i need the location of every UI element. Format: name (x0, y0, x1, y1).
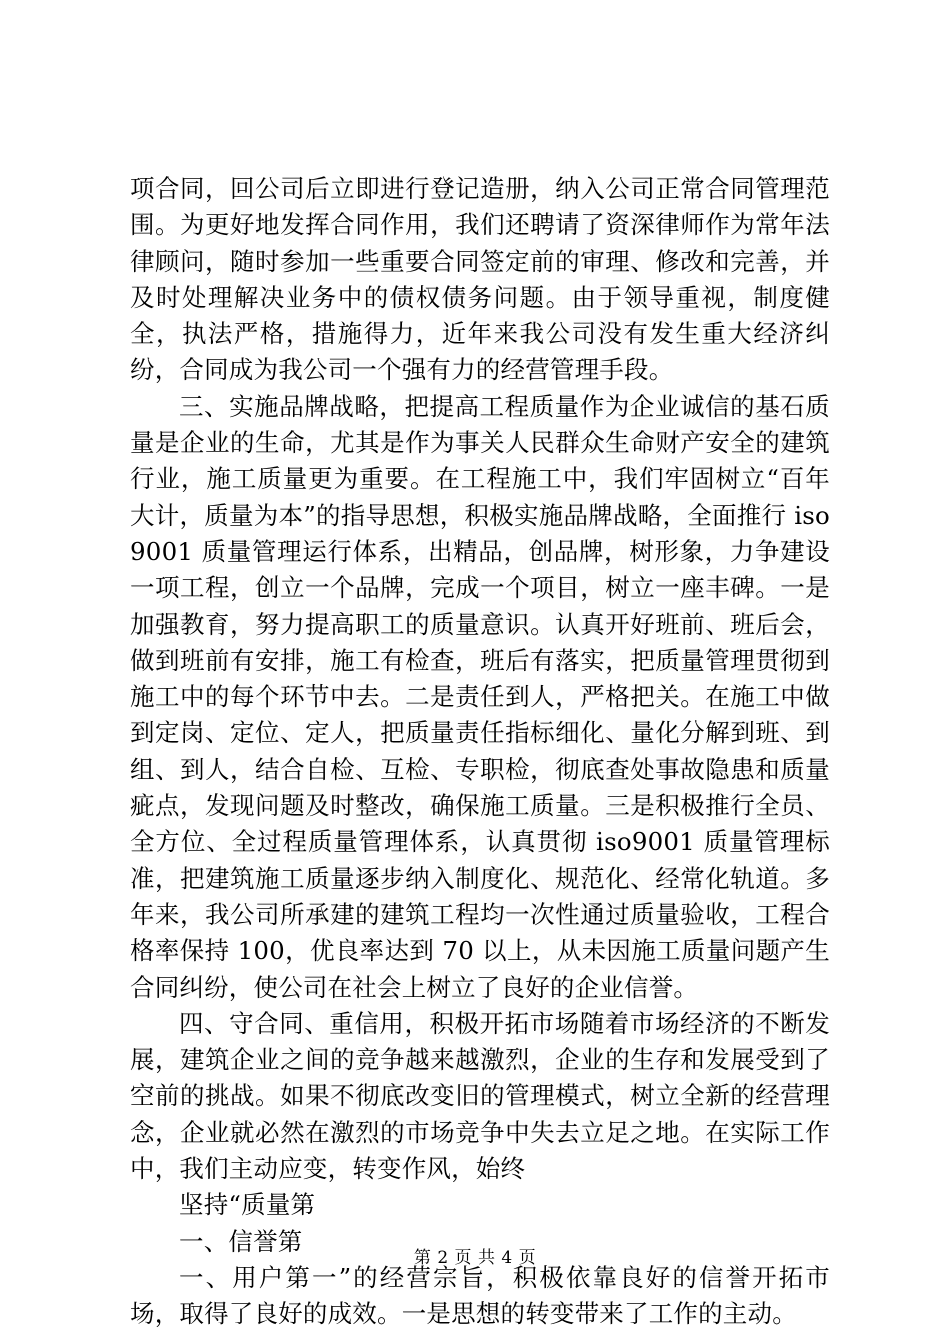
paragraph-market-expansion: 四、守合同、重信用，积极开拓市场随着市场经济的不断发展，建筑企业之间的竞争越来越激烈，企业的生存和发展受到了空前的挑战。如果不彻底改变旧的管理模式，树立全新的经营理念，企业就必然在激烈的市场竞争中失去立足之地。在实际工作中，我们主动应变，转变作风，始终 (130, 1008, 830, 1184)
paragraph-fragment-credit: 一、信誉第 (179, 1226, 303, 1256)
paragraph-brand-strategy: 三、实施品牌战略，把提高工程质量作为企业诚信的基石质量是企业的生命，尤其是作为事关人民群众生命财产安全的建筑行业，施工质量更为重要。在工程施工中，我们牢固树立“百年大计，质量为本”的指导思想，积极实施品牌战略，全面推行 iso9001 质量管理运行体系，出精品，创品牌，树形象，力争建设一项工程，创立一个品牌，完成一个项目，树立一座丰碑。一是加强教育，努力提高职工的质量意识。认真开好班前、班后会，做到班前有安排，施工有检查，班后有落实，把质量管理贯彻到施工中的每个环节中去。二是责任到人，严格把关。在施工中做到定岗、定位、定人，把质量责任指标细化、量化分解到班、到组、到人，结合自检、互检、专职检，彻底查处事故隐患和质量疵点，发现问题及时整改，确保施工质量。三是积极推行全员、全方位、全过程质量管理体系，认真贯彻 iso9001 质量管理标准，把建筑施工质量逐步纳入制度化、规范化、经常化轨道。多年来，我公司所承建的建筑工程均一次性通过质量验收，工程合格率保持 100，优良率达到 70 以上，从未因施工质量问题产生合同纠纷，使公司在社会上树立了良好的企业信誉。 (130, 391, 830, 1002)
paragraph-customer-first: 一、用户第一”的经营宗旨，积极依靠良好的信誉开拓市场，取得了良好的成效。一是思想的转变带来了工作的主动。 (130, 1262, 830, 1329)
paragraph-fragment-quality: 坚持“质量第 (179, 1190, 316, 1220)
page-number-footer: 第 2 页 共 4 页 (413, 1248, 537, 1268)
body-text (130, 171, 830, 1333)
paragraph-contract-management: 项合同，回公司后立即进行登记造册，纳入公司正常合同管理范围。为更好地发挥合同作用，我们还聘请了资深律师作为常年法律顾问，随时参加一些重要合同签定前的审理、修改和完善，并及时处理解决业务中的债权债务问题。由于领导重视，制度健全，执法严格，措施得力，近年来我公司没有发生重大经济纠纷，合同成为我公司一个强有力的经营管理手段。 (130, 174, 830, 385)
